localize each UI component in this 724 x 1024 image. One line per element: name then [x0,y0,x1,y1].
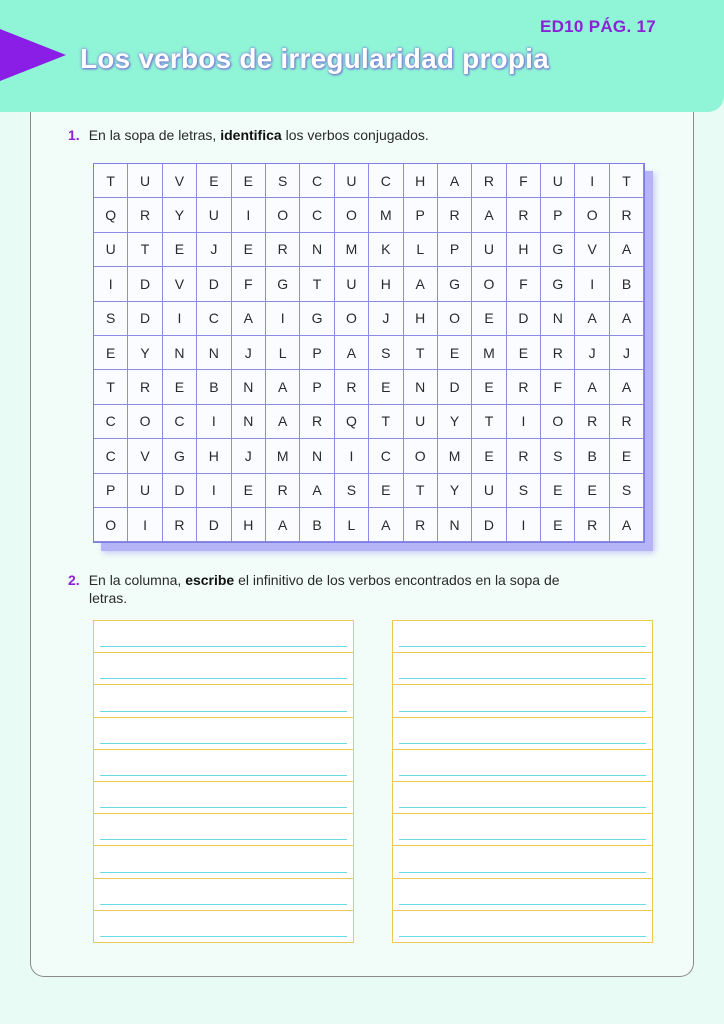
grid-letter[interactable]: E [369,474,403,508]
grid-letter[interactable]: E [507,336,541,370]
grid-letter[interactable]: N [404,370,438,404]
grid-letter[interactable]: I [94,267,128,301]
grid-letter[interactable]: F [232,267,266,301]
grid-letter[interactable]: C [369,439,403,473]
grid-letter[interactable]: P [541,198,575,232]
grid-letter[interactable]: R [163,508,197,542]
grid-letter[interactable]: C [300,164,334,198]
grid-letter[interactable]: T [94,370,128,404]
grid-letter[interactable]: A [610,508,644,542]
grid-letter[interactable]: A [575,370,609,404]
page-reference: ED10 PÁG. 17 [539,17,656,36]
grid-letter[interactable]: O [94,508,128,542]
grid-letter[interactable]: U [472,233,506,267]
grid-letter[interactable]: S [610,474,644,508]
grid-letter[interactable]: I [266,302,300,336]
writing-guide-line [100,743,347,744]
instruction-keyword: identifica [220,127,282,143]
grid-letter[interactable]: C [94,439,128,473]
writing-guide-line [399,775,646,776]
grid-letter[interactable]: S [335,474,369,508]
instruction-2 [68,571,664,607]
grid-letter[interactable]: O [541,405,575,439]
grid-letter[interactable]: E [438,336,472,370]
grid-letter[interactable]: M [266,439,300,473]
grid-letter[interactable]: N [232,405,266,439]
answer-line[interactable] [392,653,653,685]
grid-letter[interactable]: U [128,474,162,508]
grid-letter[interactable]: G [266,267,300,301]
grid-letter[interactable]: A [610,302,644,336]
grid-letter[interactable]: C [369,164,403,198]
writing-guide-line [100,775,347,776]
answer-line[interactable] [93,782,354,814]
grid-letter[interactable]: O [335,198,369,232]
instruction-text: los verbos conjugados. [285,127,429,143]
grid-letter[interactable]: S [541,439,575,473]
grid-letter[interactable]: E [575,474,609,508]
grid-letter[interactable]: E [163,233,197,267]
grid-letter[interactable]: R [507,439,541,473]
page-title: Los verbos de irregularidad propia [80,43,549,74]
answer-line[interactable] [392,621,653,653]
writing-guide-line [100,904,347,905]
grid-letter[interactable]: E [197,164,231,198]
grid-letter[interactable]: B [197,370,231,404]
grid-letter[interactable]: S [266,164,300,198]
grid-letter[interactable]: Y [438,405,472,439]
grid-letter[interactable]: M [438,439,472,473]
answer-line[interactable] [392,685,653,717]
grid-letter[interactable]: D [438,370,472,404]
writing-guide-line [100,807,347,808]
grid-letter[interactable]: A [266,508,300,542]
answer-line[interactable] [392,879,653,911]
grid-letter[interactable]: H [404,302,438,336]
answer-line[interactable] [93,685,354,717]
grid-letter[interactable]: T [404,474,438,508]
answer-column-right [392,620,653,943]
grid-letter[interactable]: O [266,198,300,232]
answer-line[interactable] [93,750,354,782]
grid-letter[interactable]: A [438,164,472,198]
writing-guide-line [100,872,347,873]
grid-letter[interactable]: G [541,267,575,301]
grid-letter[interactable]: G [438,267,472,301]
grid-letter[interactable]: H [507,233,541,267]
grid-letter[interactable]: A [300,474,334,508]
answer-line[interactable] [93,653,354,685]
grid-letter[interactable]: I [197,405,231,439]
answer-line[interactable] [392,814,653,846]
grid-letter[interactable]: E [610,439,644,473]
writing-guide-line [399,646,646,647]
grid-letter[interactable]: I [575,164,609,198]
grid-letter[interactable]: A [266,405,300,439]
writing-guide-line [100,646,347,647]
grid-letter[interactable]: C [197,302,231,336]
grid-letter[interactable]: H [232,508,266,542]
grid-letter[interactable]: S [507,474,541,508]
grid-letter[interactable]: A [335,336,369,370]
answer-line[interactable] [392,846,653,878]
instruction-continuation: letras. [89,590,128,606]
grid-letter[interactable]: M [335,233,369,267]
grid-letter[interactable]: O [438,302,472,336]
grid-letter[interactable]: I [232,198,266,232]
grid-letter[interactable]: T [472,405,506,439]
grid-letter[interactable]: R [507,370,541,404]
writing-guide-line [100,711,347,712]
grid-letter[interactable]: I [507,405,541,439]
grid-letter[interactable]: S [94,302,128,336]
instruction-1 [68,126,429,144]
grid-letter[interactable]: R [335,370,369,404]
grid-letter[interactable]: R [404,508,438,542]
instruction-text: En la sopa de letras, [88,127,217,143]
grid-letter[interactable]: M [472,336,506,370]
grid-letter[interactable]: T [369,405,403,439]
grid-letter[interactable]: O [404,439,438,473]
grid-letter[interactable]: Q [335,405,369,439]
grid-letter[interactable]: B [610,267,644,301]
writing-guide-line [399,936,646,937]
grid-letter[interactable]: N [163,336,197,370]
grid-letter[interactable]: N [300,439,334,473]
writing-guide-line [100,839,347,840]
grid-letter[interactable]: R [575,508,609,542]
grid-letter[interactable]: N [438,508,472,542]
grid-letter[interactable]: J [232,439,266,473]
grid-letter[interactable]: E [94,336,128,370]
instruction-text: el infinitivo de los verbos encontrados en la sopa de [238,572,560,588]
grid-letter[interactable]: M [369,198,403,232]
grid-letter[interactable]: J [575,336,609,370]
grid-letter[interactable]: R [438,198,472,232]
grid-letter[interactable]: J [232,336,266,370]
writing-guide-line [399,839,646,840]
grid-letter[interactable]: P [404,198,438,232]
grid-letter[interactable]: B [575,439,609,473]
grid-letter[interactable]: I [507,508,541,542]
grid-letter[interactable]: I [163,302,197,336]
grid-letter[interactable]: F [507,164,541,198]
grid-letter[interactable]: E [472,370,506,404]
instruction-keyword: escribe [185,572,235,588]
grid-letter[interactable]: K [369,233,403,267]
grid-letter[interactable]: R [610,198,644,232]
grid-letter[interactable]: H [197,439,231,473]
writing-guide-line [399,678,646,679]
grid-letter[interactable]: D [197,508,231,542]
grid-letter[interactable]: D [472,508,506,542]
grid-letter[interactable]: I [197,474,231,508]
answer-line[interactable] [93,846,354,878]
writing-guide-line [399,807,646,808]
grid-letter[interactable]: D [197,267,231,301]
grid-letter[interactable]: C [94,405,128,439]
grid-letter[interactable]: A [232,302,266,336]
grid-letter[interactable]: E [232,164,266,198]
grid-letter[interactable]: A [369,508,403,542]
grid-letter[interactable]: R [128,370,162,404]
writing-guide-line [399,711,646,712]
grid-letter[interactable]: G [300,302,334,336]
grid-letter[interactable]: T [300,267,334,301]
grid-letter[interactable]: R [472,164,506,198]
grid-letter[interactable]: R [541,336,575,370]
answer-line[interactable] [392,718,653,750]
grid-letter[interactable]: O [335,302,369,336]
grid-letter[interactable]: E [541,474,575,508]
grid-letter[interactable]: L [404,233,438,267]
grid-letter[interactable]: V [163,267,197,301]
grid-letter[interactable]: P [300,336,334,370]
grid-letter[interactable]: Y [438,474,472,508]
answer-line[interactable] [93,879,354,911]
grid-letter[interactable]: O [575,198,609,232]
grid-letter[interactable]: U [94,233,128,267]
grid-letter[interactable]: U [472,474,506,508]
grid-letter[interactable]: R [128,198,162,232]
grid-letter[interactable]: E [232,233,266,267]
answer-column-left [93,620,354,943]
answer-line[interactable] [93,814,354,846]
grid-letter[interactable]: U [541,164,575,198]
grid-letter[interactable]: D [507,302,541,336]
grid-letter[interactable]: H [404,164,438,198]
answer-line[interactable] [93,621,354,653]
grid-letter[interactable]: T [404,336,438,370]
grid-letter[interactable]: U [335,164,369,198]
grid-letter[interactable]: H [369,267,403,301]
grid-letter[interactable]: F [541,370,575,404]
grid-letter[interactable]: I [335,439,369,473]
grid-letter[interactable]: A [404,267,438,301]
grid-letter[interactable]: A [610,370,644,404]
grid-letter[interactable]: C [300,198,334,232]
grid-letter[interactable]: U [197,198,231,232]
grid-letter[interactable]: J [610,336,644,370]
writing-guide-line [399,904,646,905]
grid-letter[interactable]: N [232,370,266,404]
grid-letter[interactable]: T [610,164,644,198]
grid-letter[interactable]: D [163,474,197,508]
grid-letter[interactable]: E [232,474,266,508]
grid-letter[interactable]: I [128,508,162,542]
grid-letter[interactable]: D [128,267,162,301]
writing-guide-line [100,678,347,679]
grid-letter[interactable]: N [541,302,575,336]
grid-letter[interactable]: Y [163,198,197,232]
grid-letter[interactable]: A [575,302,609,336]
grid-letter[interactable]: S [369,336,403,370]
grid-letter[interactable]: O [472,267,506,301]
grid-letter[interactable]: C [163,405,197,439]
answer-line[interactable] [93,911,354,943]
grid-letter[interactable]: U [335,267,369,301]
grid-letter[interactable]: E [163,370,197,404]
grid-letter[interactable]: R [266,233,300,267]
grid-letter[interactable]: E [472,439,506,473]
grid-letter[interactable]: R [300,405,334,439]
grid-letter[interactable]: F [507,267,541,301]
grid-letter[interactable]: E [541,508,575,542]
grid-letter[interactable]: B [300,508,334,542]
grid-letter[interactable]: U [404,405,438,439]
grid-letter[interactable]: T [128,233,162,267]
grid-letter[interactable]: P [300,370,334,404]
grid-letter[interactable]: R [610,405,644,439]
grid-letter[interactable]: R [575,405,609,439]
grid-letter[interactable]: A [610,233,644,267]
answer-line[interactable] [392,782,653,814]
grid-letter[interactable]: U [128,164,162,198]
grid-letter[interactable]: E [369,370,403,404]
grid-letter[interactable]: J [197,233,231,267]
instruction-number: 2. [68,572,80,588]
instruction-text: En la columna, [88,572,182,588]
grid-letter[interactable]: J [369,302,403,336]
grid-letter[interactable]: T [94,164,128,198]
grid-letter[interactable]: D [128,302,162,336]
writing-guide-line [399,872,646,873]
arrow-marker-icon [0,29,66,81]
grid-letter[interactable]: A [266,370,300,404]
grid-letter[interactable]: Y [128,336,162,370]
word-search [93,163,645,543]
grid-letter[interactable]: L [335,508,369,542]
grid-letter[interactable]: O [128,405,162,439]
grid-letter[interactable]: P [438,233,472,267]
grid-letter[interactable]: R [266,474,300,508]
writing-guide-line [399,743,646,744]
word-search-grid [93,163,645,543]
grid-letter[interactable]: R [507,198,541,232]
grid-letter[interactable]: V [128,439,162,473]
grid-letter[interactable]: V [163,164,197,198]
grid-letter[interactable]: G [163,439,197,473]
instruction-number: 1. [68,127,80,143]
grid-letter[interactable]: E [472,302,506,336]
grid-letter[interactable]: P [94,474,128,508]
grid-letter[interactable]: A [472,198,506,232]
grid-letter[interactable]: Q [94,198,128,232]
answer-line[interactable] [93,718,354,750]
answer-line[interactable] [392,750,653,782]
grid-letter[interactable]: N [197,336,231,370]
grid-letter[interactable]: G [541,233,575,267]
grid-letter[interactable]: V [575,233,609,267]
grid-letter[interactable]: N [300,233,334,267]
answer-line[interactable] [392,911,653,943]
grid-letter[interactable]: L [266,336,300,370]
grid-letter[interactable]: I [575,267,609,301]
writing-guide-line [100,936,347,937]
